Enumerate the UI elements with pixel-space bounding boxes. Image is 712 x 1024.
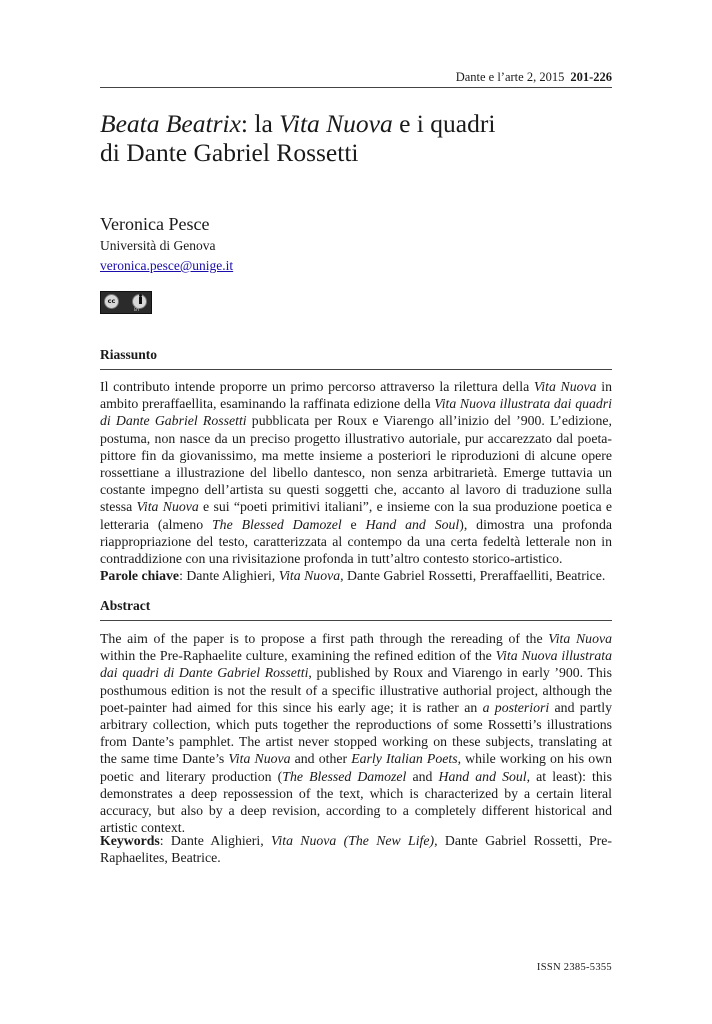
title-part-italic: Beata Beatrix (100, 109, 241, 138)
keywords (100, 832, 612, 866)
author-affiliation: Università di Genova (100, 238, 216, 253)
by-label: BY (134, 308, 140, 313)
parole-chiave-text: : Dante Alighieri, Vita Nuova, Dante Gabriel Rossetti, Preraffaelliti, Beatrice. (179, 568, 606, 583)
header-rule (100, 87, 612, 88)
abstract-rule (100, 620, 612, 621)
cc-icon: cc (104, 294, 119, 309)
issn: ISSN 2385-5355 (536, 962, 612, 973)
parole-chiave-label: Parole chiave (100, 568, 180, 583)
riassunto-heading: Riassunto (100, 347, 158, 362)
article-page (100, 0, 612, 1024)
attribution-person-icon (132, 294, 147, 309)
author-name: Veronica Pesce (100, 214, 210, 234)
abstract-heading: Abstract (100, 598, 151, 613)
cc-by-license-badge[interactable] (100, 291, 152, 314)
journal-issue: Dante e l’arte 2, 2015 (455, 70, 565, 84)
title-part: e i quadri (392, 109, 496, 138)
article-title (100, 109, 612, 167)
title-part: : la (240, 109, 280, 138)
title-line-2: di Dante Gabriel Rossetti (100, 138, 359, 167)
keywords-text: : Dante Alighieri, Vita Nuova (The New Life), Dante Gabriel Rossetti, Pre-Raphaelites, Beatrice. (100, 833, 612, 866)
keywords-label: Keywords (100, 833, 160, 848)
riassunto-rule (100, 369, 612, 370)
author-email-link[interactable]: veronica.pesce@unige.it (100, 258, 234, 273)
abstract-text: The aim of the paper is to propose a first path through the rereading of the Vita Nuova within the Pre-Raphaelite culture, examining the refined edition of the Vita Nuova illustrata dai quadri di Dante Gabriel Rossetti, published by Roux and Viarengo in early ’900. This posthumous edition is not the result of a specific illustrative authorial project, although the poet-painter had aimed for this since his early age; it is rather an a posteriori and partly arbitrary collection, which puts together the reproductions of some Rossetti’s illustrations from Dante’s pamphlet. The artist never stopped working on these subjects, translating at the same time Dante’s Vita Nuova and other Early Italian Poets, while working on his own poetic and literary production (The Blessed Damozel and Hand and Soul, at least): this demonstrates a deep repossession of the text, which is characterized by a certain literal accuracy, but also by a deep revision, according to a completely different historical and artistic context. (100, 631, 613, 836)
title-part-italic: Vita Nuova (279, 109, 393, 138)
riassunto-text: Il contributo intende proporre un primo percorso attraverso la rilettura della Vita Nuova in ambito preraffaellita, esaminando la raffinata edizione della Vita Nuova illustrata dai quadri di Dante Gabriel Rossetti pubblicata per Roux e Viarengo all’inizio del ’900. L’edizione, postuma, non nasce da un preciso progetto illustrativo autoriale, pur accarezzato dal poeta-pittore fin da giovanissimo, ma mette insieme a posteriori le riproduzioni di alcune opere rossettiane a illustrazione del libello dantesco, non senza arbitrarietà. Emerge tuttavia un costante impegno dell’artista su questi soggetti che, accanto al lavoro di traduzione sulla stessa Vita Nuova e sui “poeti primitivi italiani”, e insieme con la sua produzione poetica e letteraria (almeno The Blessed Damozel e Hand and Soul), dimostra una profonda riappropriazione del testo, caratterizzata al contempo da una certa fedeltà letterale non in contraddizione con una rivisitazione profonda in tutt’altro contesto storico-artistico. (100, 379, 612, 567)
running-head (456, 70, 612, 85)
parole-chiave (100, 567, 612, 584)
page-range: 201-226 (570, 70, 612, 84)
